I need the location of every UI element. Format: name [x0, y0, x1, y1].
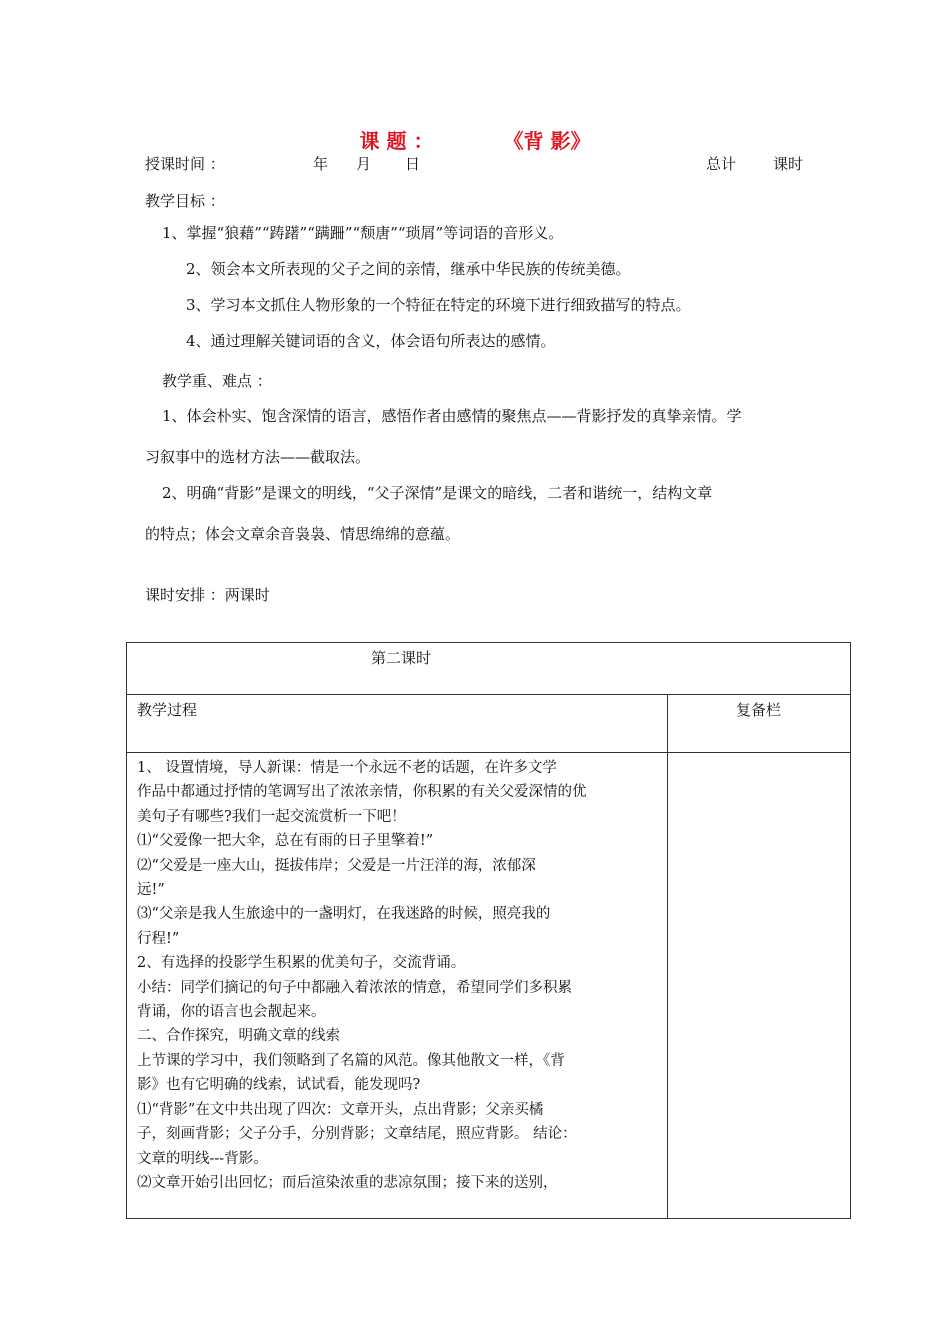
objective-item: 2、领会本文所表现的父子之间的亲情，继承中华民族的传统美德。: [186, 260, 631, 278]
lesson-title: [0, 125, 950, 154]
notes-content-cell: [668, 753, 851, 1219]
title-label: 课 题 ：: [359, 129, 434, 153]
key-point-text: 1、体会朴实、饱含深情的语言，感悟作者由感情的聚焦点——背影抒发的真挚亲情。学: [162, 407, 742, 425]
total-label: 总计: [706, 155, 737, 173]
content-line: 小结：同学们摘记的句子中都融入着浓浓的情意，希望同学们多积累: [137, 979, 572, 996]
title-name: 《背 影》: [503, 129, 591, 153]
content-line: 美句子有哪些?我们一起交流赏析一下吧！: [137, 808, 406, 825]
teaching-time-label: 授课时间 ：: [145, 155, 225, 173]
objective-item: 1、掌握“狼藉”“踌躇”“蹒跚”“颓唐”“琐屑”等词语的音形义。: [162, 224, 564, 242]
notes-header-cell: [668, 695, 851, 753]
content-line: ⑶“父亲是我人生旅途中的一盏明灯，在我迷路的时候，照亮我的: [137, 906, 551, 923]
content-line: 背诵，你的语言也会靓起来。: [137, 1004, 326, 1021]
notes-header: 复备栏: [736, 701, 782, 719]
schedule-text: 课时安排 ：两课时: [145, 586, 270, 604]
period-label: 课时: [773, 155, 804, 173]
process-content-cell: [127, 753, 668, 1219]
content-line: 影》也有它明确的线索，试试看，能发现吗?: [137, 1077, 421, 1094]
key-points-heading: 教学重、难点 ：: [162, 372, 272, 390]
year-label: 年: [313, 155, 329, 173]
content-line: ⑵“父爱是一座大山，挺拔伟岸；父爱是一片汪洋的海，浓郁深: [137, 857, 536, 874]
objective-item: 4、通过理解关键词语的含义，体会语句所表达的感情。: [186, 332, 556, 350]
content-line: 子，刻画背影；父子分手，分别背影；文章结尾，照应背影。 结论：: [137, 1126, 577, 1143]
key-point-text: 2、明确“背影”是课文的明线，“父子深情”是课文的暗线，二者和谐统一，结构文章: [162, 484, 713, 502]
objectives-heading: 教学目标 ：: [145, 192, 225, 210]
session-cell: [127, 643, 851, 695]
content-line: 上节课的学习中，我们领略到了名篇的风范。像其他散文一样，《背: [137, 1052, 565, 1069]
lesson-table: [126, 642, 851, 1219]
content-line: 行程!”: [137, 930, 180, 947]
content-line: 远!”: [137, 882, 165, 899]
day-label: 日: [405, 155, 421, 173]
content-line: 二、合作探究，明确文章的线索: [137, 1028, 340, 1045]
content-line: ⑴“父爱像一把大伞，总在有雨的日子里擎着!”: [137, 833, 434, 850]
content-line: ⑴“背影”在文中共出现了四次：文章开头，点出背影；父亲买橘: [137, 1101, 544, 1118]
session-title: 第二课时: [371, 649, 432, 667]
process-header: 教学过程: [137, 701, 198, 719]
content-line: ⑵文章开始引出回忆；而后渲染浓重的悲凉氛围；接下来的送别，: [137, 1174, 558, 1191]
content-line: 1、 设置情境，导人新课：情是一个永远不老的话题，在许多文学: [137, 760, 557, 776]
content-line: 文章的明线---背影。: [137, 1150, 268, 1167]
objective-item: 3、学习本文抓住人物形象的一个特征在特定的环境下进行细致描写的特点。: [186, 296, 691, 314]
key-point-text: 的特点；体会文章余音袅袅、情思绵绵的意蕴。: [145, 525, 461, 543]
month-label: 月: [356, 155, 372, 173]
content-line: 2、有选择的投影学生积累的优美句子，交流背诵。: [137, 955, 466, 972]
content-line: 作品中都通过抒情的笔调写出了浓浓亲情，你积累的有关父爱深情的优: [137, 784, 587, 801]
key-point-text: 习叙事中的选材方法——截取法。: [145, 448, 371, 466]
process-content: [127, 753, 667, 1195]
process-header-cell: [127, 695, 668, 753]
